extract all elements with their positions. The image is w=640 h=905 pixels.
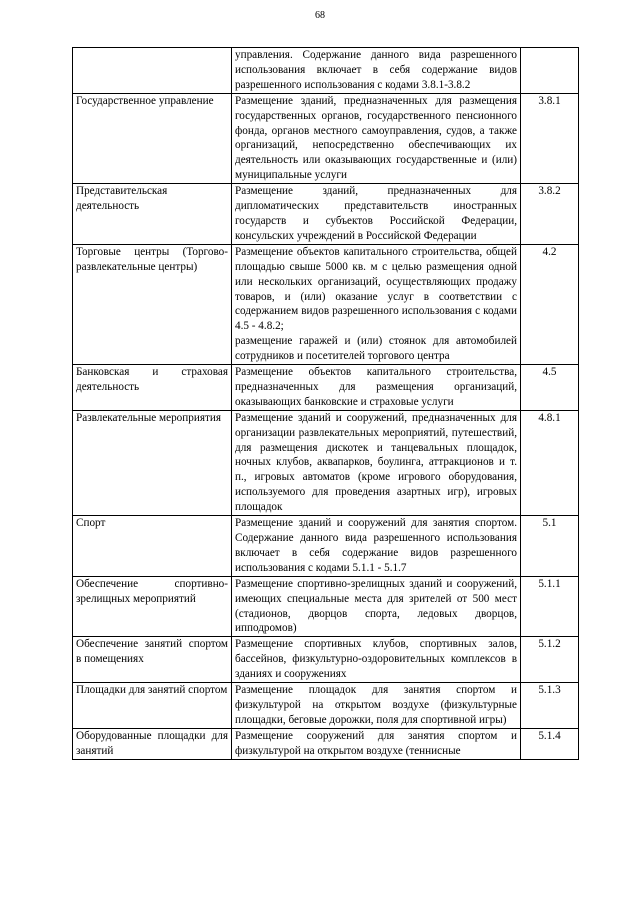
use-type-name: Представительская деятельность <box>73 184 232 245</box>
table-row <box>73 184 579 245</box>
use-type-code <box>521 48 579 94</box>
table-row <box>73 516 579 577</box>
use-type-name: Государственное управление <box>73 93 232 183</box>
description-paragraph: Размещение объектов капитального строительства, предназначенных для размещения организаций, оказывающих банковские и страховые услуги <box>235 366 517 408</box>
description-paragraph: Размещение зданий и сооружений, предназначенных для организации развлекательных мероприятий, путешествий, для размещения дискотек и танцевальных площадок, ночных клубов, аквапарков, боулинга, аттракционов и т. п., игровых автоматов (кроме игрового оборудования, используемого для проведения азартных игр), игровых площадок <box>235 411 517 514</box>
table-row <box>73 576 579 637</box>
use-type-code: 5.1.4 <box>521 728 579 759</box>
use-type-name: Обеспечение спортивно-зрелищных мероприятий <box>73 576 232 637</box>
description-paragraph: Размещение площадок для занятия спортом и физкультурой на открытом воздухе (физкультурные площадки, беговые дорожки, поля для спортивной игры) <box>235 684 517 726</box>
description-paragraph: Размещение объектов капитального строительства, общей площадью свыше 5000 кв. м с целью размещения одной или нескольких организаций, осуществляющих продажу товаров, и (или) оказание услуг в соответствии с содержанием видов разрешенного использования с кодами 4.5 - 4.8.2; <box>235 245 517 333</box>
use-type-code: 5.1.3 <box>521 683 579 729</box>
table-row <box>73 637 579 683</box>
use-type-description <box>232 93 521 183</box>
use-type-description <box>232 576 521 637</box>
table-row <box>73 365 579 411</box>
use-type-code: 4.8.1 <box>521 410 579 515</box>
description-paragraph: Размещение спортивно-зрелищных зданий и сооружений, имеющих специальные места для зрителей от 500 мест (стадионов, дворцов спорта, ледовых дворцов, ипподромов) <box>235 577 517 635</box>
description-paragraph: управления. Содержание данного вида разрешенного использования включает в себя содержание видов разрешенного использования с кодами 3.8.1-3.8.2 <box>235 49 517 91</box>
use-type-description <box>232 683 521 729</box>
use-type-code: 5.1 <box>521 516 579 577</box>
table-row <box>73 728 579 759</box>
use-type-code: 3.8.2 <box>521 184 579 245</box>
description-paragraph: Размещение зданий, предназначенных для размещения государственных органов, государственного пенсионного фонда, органов местного самоуправления, судов, а также организаций, непосредственно обеспечивающих их деятельность или оказывающих государственные и (или) муниципальные услуги <box>235 94 517 182</box>
description-paragraph: Размещение зданий, предназначенных для дипломатических представительств иностранных государств и субъектов Российской Федерации, консульских учреждений в Российской Федерации <box>235 185 517 242</box>
use-type-code: 5.1.1 <box>521 576 579 637</box>
table-row <box>73 683 579 729</box>
description-paragraph: Размещение сооружений для занятия спортом и физкультурой на открытом воздухе (теннисные <box>235 729 517 757</box>
description-paragraph: размещение гаражей и (или) стоянок для автомобилей сотрудников и посетителей торгового центра <box>235 335 517 363</box>
table-body <box>73 48 579 760</box>
use-type-name: Торговые центры (Торгово-развлекательные центры) <box>73 244 232 364</box>
use-type-code: 3.8.1 <box>521 93 579 183</box>
use-type-description <box>232 637 521 683</box>
use-type-name: Оборудованные площадки для занятий <box>73 728 232 759</box>
table-row <box>73 93 579 183</box>
use-type-name: Развлекательные мероприятия <box>73 410 232 515</box>
use-type-code: 4.2 <box>521 244 579 364</box>
use-type-description <box>232 48 521 94</box>
use-type-description <box>232 728 521 759</box>
table-row <box>73 410 579 515</box>
use-type-name <box>73 48 232 94</box>
use-type-code: 4.5 <box>521 365 579 411</box>
table-row <box>73 48 579 94</box>
description-paragraph: Размещение спортивных клубов, спортивных залов, бассейнов, физкультурно-оздоровительных комплексов в зданиях и сооружениях <box>235 638 517 681</box>
use-type-description <box>232 365 521 411</box>
use-type-code: 5.1.2 <box>521 637 579 683</box>
description-paragraph: Размещение зданий и сооружений для занятия спортом. Содержание данного вида разрешенного использования включает в себя содержание видов разрешенного использования с кодами 5.1.1 - 5.1.7 <box>235 517 517 574</box>
use-type-name: Площадки для занятий спортом <box>73 683 232 729</box>
use-type-description <box>232 516 521 577</box>
use-type-description <box>232 184 521 245</box>
land-use-table <box>72 47 579 760</box>
use-type-name: Спорт <box>73 516 232 577</box>
use-type-name: Банковская и страховая деятельность <box>73 365 232 411</box>
use-type-description <box>232 410 521 515</box>
use-type-description <box>232 244 521 364</box>
use-type-name: Обеспечение занятий спортом в помещениях <box>73 637 232 683</box>
page-number: 68 <box>315 10 325 21</box>
table-row <box>73 244 579 364</box>
